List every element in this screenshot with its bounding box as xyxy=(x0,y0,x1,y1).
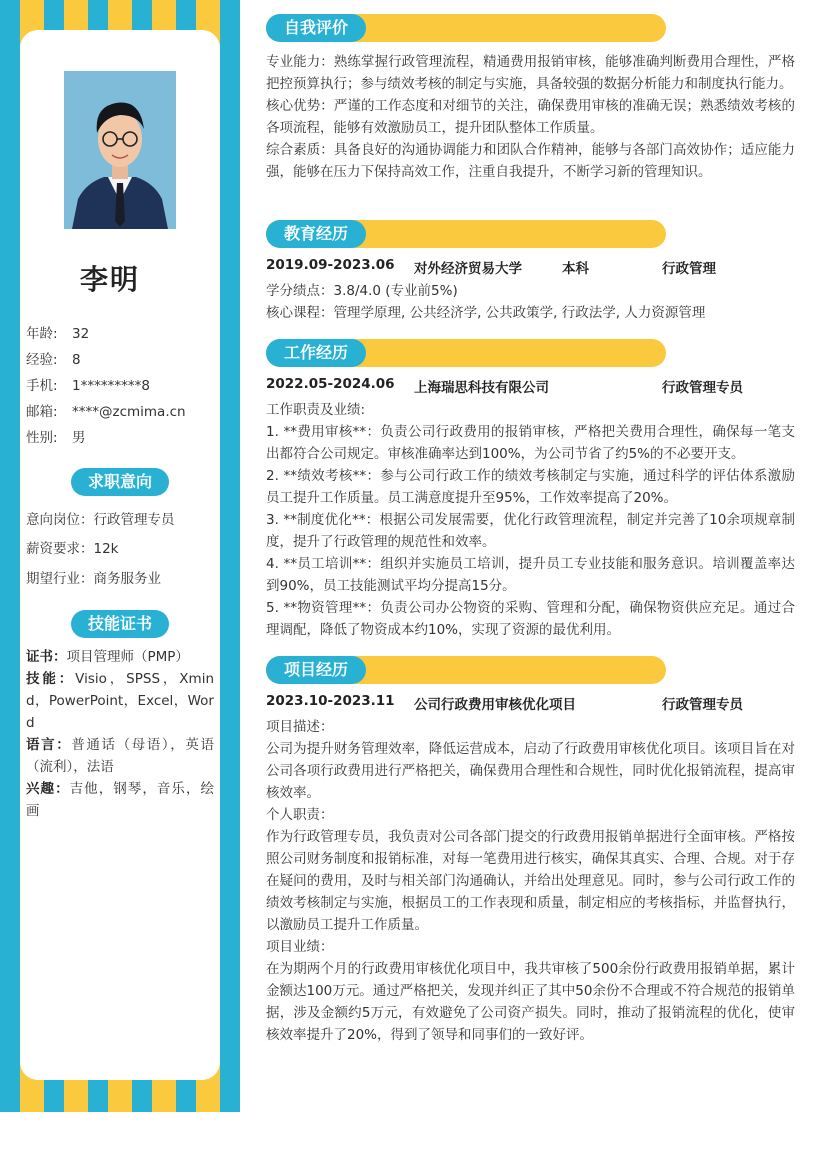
info-age: 年龄: 32 xyxy=(26,326,90,342)
education-gpa: 学分绩点：3.8/4.0 (专业前5%) xyxy=(266,283,458,299)
project-role: 行政管理专员 xyxy=(662,697,743,713)
project-line: 项目描述： xyxy=(266,719,334,735)
profile-card xyxy=(20,30,220,1080)
person-avatar-icon xyxy=(64,71,176,229)
self-eval-body xyxy=(266,51,795,183)
skill-interests: 兴趣：吉他，钢琴，音乐，绘画 xyxy=(26,781,214,819)
project-period: 2023.10-2023.11 xyxy=(266,693,395,709)
project-header xyxy=(266,656,666,684)
self-eval-paragraph: 综合素质：具备良好的沟通协调能力和团队合作精神，能够与各部门高效协作；适应能力强，能够在压力下保持高效工作，注重自我提升，不断学习新的管理知识。 xyxy=(266,142,795,180)
skill-certificate: 证书：项目管理师（PMP） xyxy=(26,649,189,665)
work-company: 上海瑞思科技有限公司 xyxy=(414,380,549,396)
intent-heading: 求职意向 xyxy=(71,468,169,496)
work-line: 5. **物资管理**：负责公司办公物资的采购、管理和分配，确保物资供应充足。通过合理调配，降低了物资成本约10%，实现了资源的最优利用。 xyxy=(266,600,795,638)
info-phone: 手机: 1*********8 xyxy=(26,378,150,394)
project-line: 作为行政管理专员，我负责对公司各部门提交的行政费用报销单据进行全面审核。严格按照公司财务制度和报销标准，对每一笔费用进行核实，确保其真实、合理、合规。对于存在疑问的费用，及时与相关部门沟通确认，并给出处理意见。同时，参与公司行政工作的绩效考核制定与实施，根据员工的工作表现和质量，制定相应的考核指标，并监督执行，以激励员工提升工作质量。 xyxy=(266,829,795,933)
project-line: 个人职责： xyxy=(266,807,334,823)
education-header xyxy=(266,220,666,248)
info-email: 邮箱: ****@zcmima.cn xyxy=(26,404,186,420)
work-line: 2. **绩效考核**：参与公司行政工作的绩效考核制定与实施，通过科学的评估体系激励员工提升工作质量。员工满意度提升至95%，工作效率提高了20%。 xyxy=(266,468,795,506)
education-details xyxy=(266,280,795,324)
work-header xyxy=(266,339,666,367)
self-eval-header xyxy=(266,14,666,42)
info-gender: 性别: 男 xyxy=(26,430,86,446)
intent-industry: 期望行业：商务服务业 xyxy=(26,571,161,587)
project-line: 公司为提升财务管理效率，降低运营成本，启动了行政费用审核优化项目。该项目旨在对公司各项行政费用进行严格把关，确保费用合理性和合规性，同时优化报销流程，提高审核效率。 xyxy=(266,741,795,801)
skills-list xyxy=(26,646,214,822)
project-title: 项目经历 xyxy=(266,656,366,684)
intent-position: 意向岗位：行政管理专员 xyxy=(26,512,175,528)
work-period: 2022.05-2024.06 xyxy=(266,376,395,392)
info-experience: 经验: 8 xyxy=(26,352,81,368)
project-details xyxy=(266,716,795,1046)
education-degree: 本科 xyxy=(562,261,589,277)
profile-photo xyxy=(64,71,176,229)
education-major: 行政管理 xyxy=(662,261,716,277)
skill-tools: 技能：Visio，SPSS，Xmind，PowerPoint，Excel，Word xyxy=(26,671,215,731)
education-title: 教育经历 xyxy=(266,220,366,248)
education-period: 2019.09-2023.06 xyxy=(266,257,395,273)
self-eval-paragraph: 专业能力：熟练掌握行政管理流程，精通费用报销审核，能够准确判断费用合理性，严格把控预算执行；参与绩效考核的制定与实施，具备较强的数据分析能力和制度执行能力。 xyxy=(266,54,795,92)
skills-heading: 技能证书 xyxy=(71,610,169,638)
self-eval-paragraph: 核心优势：严谨的工作态度和对细节的关注，确保费用审核的准确无误；熟悉绩效考核的各项流程，能够有效激励员工，提升团队整体工作质量。 xyxy=(266,98,795,136)
education-courses: 核心课程：管理学原理, 公共经济学, 公共政策学, 行政法学, 人力资源管理 xyxy=(266,305,706,321)
work-line: 3. **制度优化**：根据公司发展需要，优化行政管理流程，制定并完善了10余项规章制度，提升了行政管理的规范性和效率。 xyxy=(266,512,795,550)
work-line: 工作职责及业绩: xyxy=(266,402,366,418)
work-summary-row xyxy=(266,376,795,398)
work-position: 行政管理专员 xyxy=(662,380,743,396)
project-name: 公司行政费用审核优化项目 xyxy=(414,697,576,713)
skill-languages: 语言：普通话（母语），英语（流利），法语 xyxy=(26,737,214,775)
profile-name: 李明 xyxy=(79,263,140,296)
work-line: 1. **费用审核**：负责公司行政费用的报销审核，严格把关费用合理性，确保每一笔支出都符合公司规定。审核准确率达到100%，为公司节省了约5%的不必要开支。 xyxy=(266,424,795,462)
education-school: 对外经济贸易大学 xyxy=(414,261,522,277)
project-line: 在为期两个月的行政费用审核优化项目中，我共审核了500余份行政费用报销单据，累计金额达100万元。通过严格把关，发现并纠正了其中50余份不合理或不符合规范的报销单据，涉及金额约5万元，有效避免了公司资产损失。同时，推动了报销流程的优化，使审核效率提升了20%，得到了领导和同事们的一致好评。 xyxy=(266,961,795,1043)
intent-salary: 薪资要求：12k xyxy=(26,541,119,557)
work-details xyxy=(266,399,795,641)
work-title: 工作经历 xyxy=(266,339,366,367)
work-line: 4. **员工培训**：组织并实施员工培训，提升员工专业技能和服务意识。培训覆盖率达到90%，员工技能测试平均分提高15分。 xyxy=(266,556,795,594)
education-summary-row xyxy=(266,257,795,279)
project-summary-row xyxy=(266,693,795,715)
project-line: 项目业绩： xyxy=(266,939,334,955)
self-eval-title: 自我评价 xyxy=(266,14,366,42)
